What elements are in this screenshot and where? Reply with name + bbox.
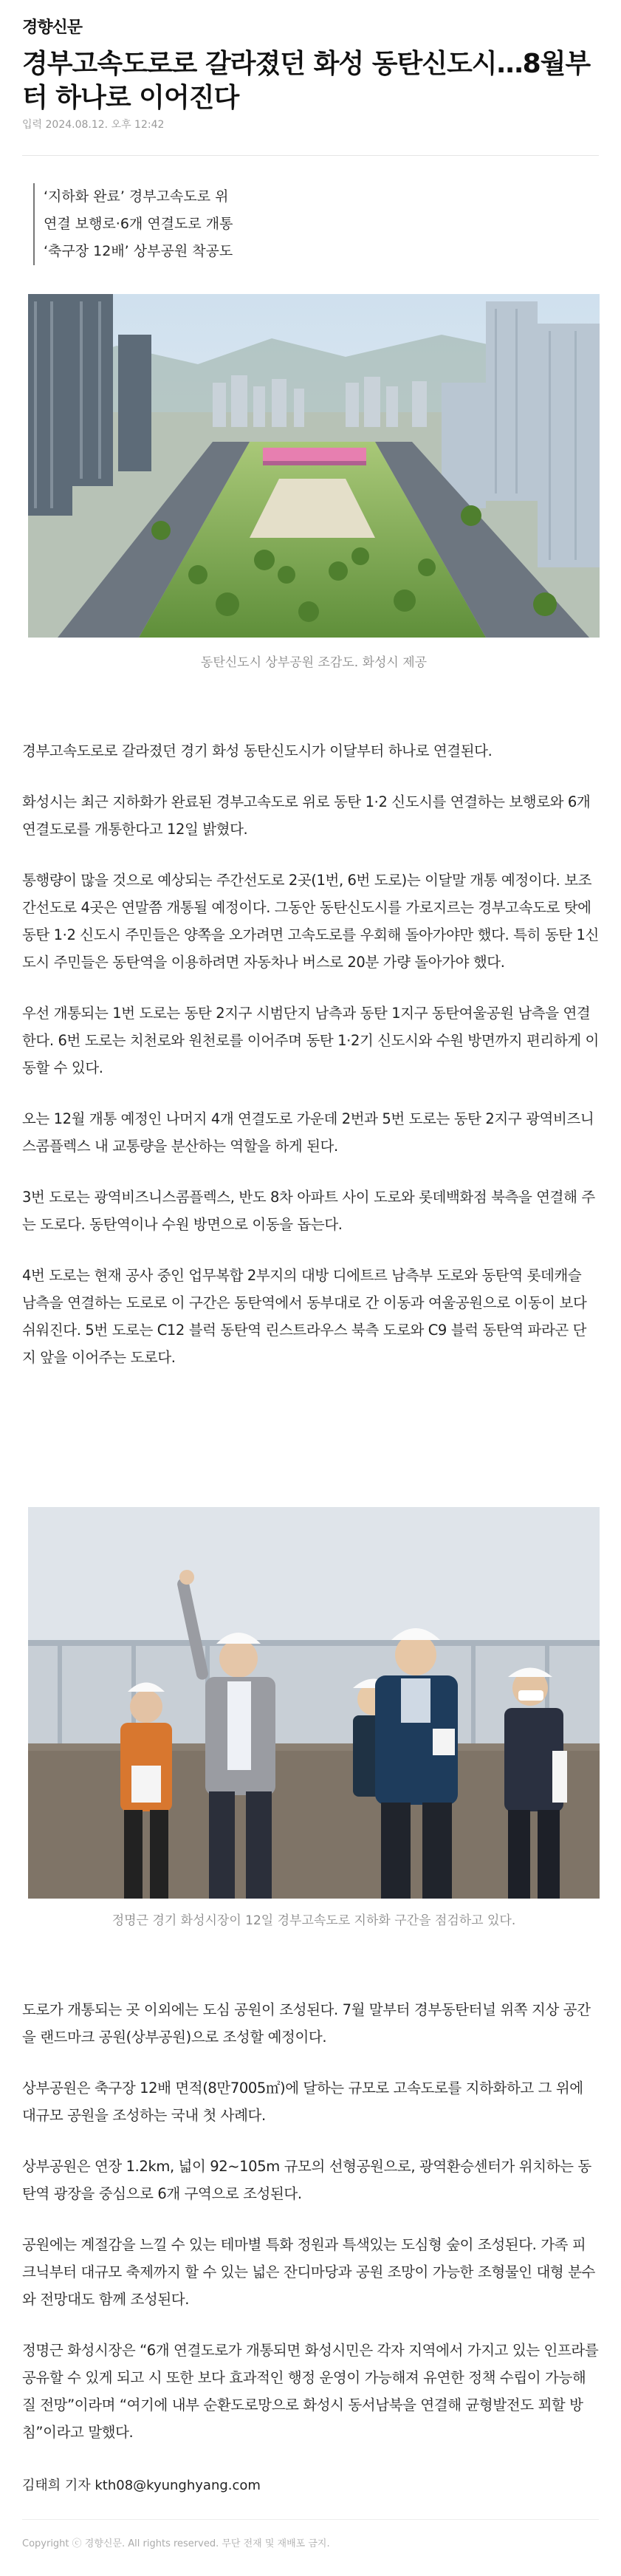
- subheading: ‘지하화 완료’ 경부고속도로 위: [44, 188, 229, 205]
- copyright-notice: Copyright ⓒ 경향신문. All rights reserved. 무단 전재 및 재배포 금지.: [22, 2538, 330, 2549]
- photo-caption: 정명근 경기 화성시장이 12일 경부고속도로 지하화 구간을 점검하고 있다.: [111, 1913, 516, 1928]
- article-body: [22, 737, 599, 1395]
- park-rendering-photo[interactable]: [28, 294, 600, 638]
- article-body-continued: [22, 1996, 599, 2470]
- body-paragraph: 우선 개통되는 1번 도로는 동탄 2지구 시범단지 남측과 동탄 1지구 동탄여울공원 남측을 연결한다. 6번 도로는 치천로와 원천로를 이어주며 동탄 1·2기 신도시와 수원 방면까지 편리하게 이동할 수 있다.: [22, 1005, 599, 1076]
- body-paragraph: 화성시는 최근 지하화가 완료된 경부고속도로 위로 동탄 1·2 신도시를 연결하는 보행로와 6개 연결도로를 개통한다고 12일 밝혔다.: [22, 793, 591, 838]
- body-paragraph: 도로가 개통되는 곳 이외에는 도심 공원이 조성된다. 7월 말부터 경부동탄터널 위쪽 지상 공간을 랜드마크 공원(상부공원)으로 조성할 예정이다.: [22, 2001, 591, 2046]
- body-paragraph: 공원에는 계절감을 느낄 수 있는 테마별 특화 정원과 특색있는 도심형 숲이 조성된다. 가족 피크닉부터 대규모 축제까지 할 수 있는 넓은 잔디마당과 공원 조망이 가능한 조형물인 대형 분수와 전망대도 함께 조성된다.: [22, 2236, 595, 2308]
- reporter-byline[interactable]: 김태희 기자 kth08@kyunghyang.com: [22, 2478, 261, 2493]
- body-paragraph: 경부고속도로로 갈라졌던 경기 화성 동탄신도시가 이달부터 하나로 연결된다.: [22, 742, 493, 759]
- article-subheadings: [33, 183, 233, 265]
- footer-divider: [22, 2519, 599, 2520]
- subheading: 연결 보행로·6개 연결도로 개통: [44, 216, 233, 232]
- body-paragraph: 상부공원은 축구장 12배 면적(8만7005㎡)에 달하는 규모로 고속도로를 지하화하고 그 위에 대규모 공원을 조성하는 국내 첫 사례다.: [22, 2080, 583, 2124]
- header-divider: [22, 155, 599, 156]
- body-paragraph: 정명근 화성시장은 “6개 연결도로가 개통되면 화성시민은 각자 지역에서 가지고 있는 인프라를 공유할 수 있게 되고 시 또한 보다 효과적인 행정 운영이 가능해져 유연한 정책 수립이 가능해질 전망”이라며 “여기에 내부 순환도로망으로 화성시 동서남북을 연결해 균형발전도 꾀할 방침”이라고 말했다.: [22, 2342, 599, 2441]
- body-paragraph: 4번 도로는 현재 공사 중인 업무복합 2부지의 대방 디에트르 남측부 도로와 동탄역 롯데캐슬 남측을 연결하는 도로로 이 구간은 동탄역에서 동부대로 간 이동과 여울공원으로 이동이 보다 쉬워진다. 5번 도로는 C12 블럭 동탄역 린스트라우스 북측 도로와 C9 블럭 동탄역 파라곤 단지 앞을 이어주는 도로다.: [22, 1267, 587, 1366]
- photo-caption: 동탄신도시 상부공원 조감도. 화성시 제공: [200, 655, 428, 670]
- press-logo[interactable]: 경향신문: [22, 18, 83, 37]
- article-headline: 경부고속도로로 갈라졌던 화성 동탄신도시…8월부터 하나로 이어진다: [22, 49, 591, 113]
- body-paragraph: 상부공원은 연장 1.2km, 넓이 92~105m 규모의 선형공원으로, 광역환승센터가 위치하는 동탄역 광장을 중심으로 6개 구역으로 조성된다.: [22, 2158, 591, 2202]
- body-paragraph: 3번 도로는 광역비즈니스콤플렉스, 반도 8차 아파트 사이 도로와 롯데백화점 북측을 연결해 주는 도로다. 동탄역이나 수원 방면으로 이동을 돕는다.: [22, 1189, 595, 1233]
- article-dateline: 입력 2024.08.12. 오후 12:42: [22, 119, 165, 131]
- body-paragraph: 오는 12월 개통 예정인 나머지 4개 연결도로 가운데 2번과 5번 도로는 동탄 2지구 광역비즈니스콤플렉스 내 교통량을 분산하는 역할을 하게 된다.: [22, 1110, 594, 1155]
- body-paragraph: 통행량이 많을 것으로 예상되는 주간선도로 2곳(1번, 6번 도로)는 이달말 개통 예정이다. 보조간선도로 4곳은 연말쯤 개통될 예정이다. 그동안 동탄신도시를 가로지르는 경부고속도로 탓에 동탄 1·2 신도시 주민들은 양쪽을 오가려면 고속도로를 우회해 돌아가야만 했다. 특히 동탄 1신도시 주민들은 동탄역을 이용하려면 자동차나 버스로 20분 가량 돌아가야 했다.: [22, 872, 599, 971]
- subheading: ‘축구장 12배’ 상부공원 착공도: [44, 243, 233, 259]
- mayor-inspection-photo[interactable]: [28, 1507, 600, 1899]
